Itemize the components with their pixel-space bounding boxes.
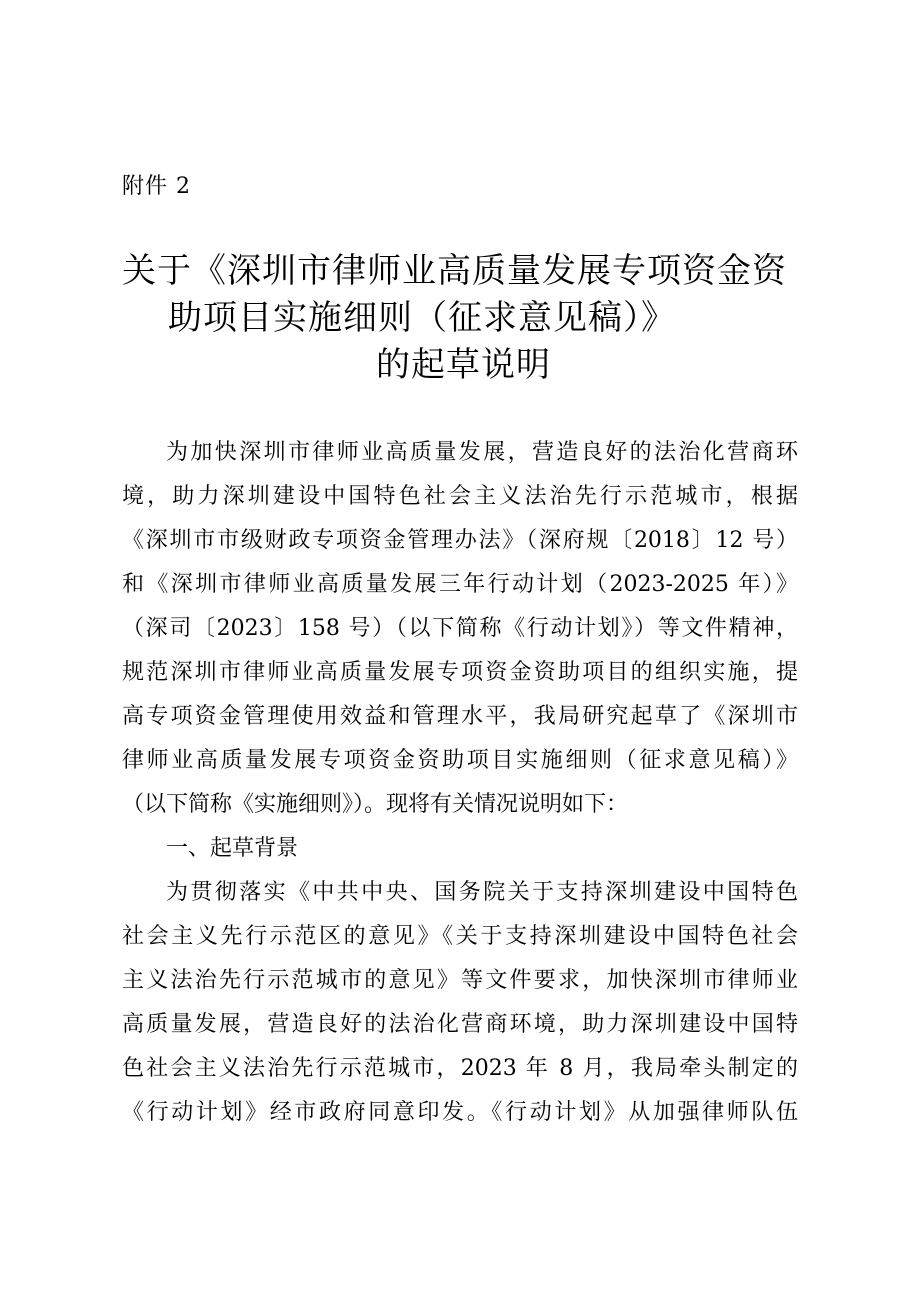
- body-line-11: 为贯彻落实《中共中央、国务院关于支持深圳建设中国特色: [166, 880, 798, 905]
- body-line-14: 高质量发展，营造良好的法治化营商环境，助力深圳建设中国特: [122, 1012, 798, 1037]
- attachment-label: 附件 2: [122, 174, 191, 199]
- body-line-7: 高专项资金管理使用效益和管理水平，我局研究起草了《深圳市: [122, 704, 798, 729]
- body-line-6: 规范深圳市律师业高质量发展专项资金资助项目的组织实施，提: [122, 660, 798, 685]
- body-line-9: （以下简称《实施细则》）。现将有关情况说明如下：: [122, 792, 629, 817]
- title-line-2: 助项目实施细则（征求意见稿）》: [168, 298, 676, 338]
- body-line-16: 《行动计划》经市政府同意印发。《行动计划》从加强律师队伍: [122, 1100, 798, 1125]
- body-line-8: 律师业高质量发展专项资金资助项目实施细则（征求意见稿）》: [122, 748, 798, 773]
- section-heading: 一、起草背景: [166, 836, 299, 861]
- body-line-15: 色社会主义法治先行示范城市，2023 年 8 月，我局牵头制定的: [122, 1056, 798, 1081]
- body-line-1: 为加快深圳市律师业高质量发展，营造良好的法治化营商环: [166, 440, 798, 465]
- title-line-1: 关于《深圳市律师业高质量发展专项资金资: [122, 251, 787, 291]
- body-line-3: 《深圳市市级财政专项资金管理办法》（深府规〔2018〕12 号）: [122, 528, 798, 553]
- body-line-4: 和《深圳市律师业高质量发展三年行动计划（2023-2025 年）》: [122, 572, 798, 597]
- title-line-3: 的起草说明: [376, 345, 551, 385]
- body-line-5: （深司〔2023〕158 号）（以下简称《行动计划》）等文件精神，: [122, 616, 798, 641]
- body-line-2: 境，助力深圳建设中国特色社会主义法治先行示范城市，根据: [122, 484, 798, 509]
- body-line-12: 社会主义先行示范区的意见》《关于支持深圳建设中国特色社会: [122, 924, 798, 949]
- body-line-13: 主义法治先行示范城市的意见》等文件要求，加快深圳市律师业: [122, 968, 798, 993]
